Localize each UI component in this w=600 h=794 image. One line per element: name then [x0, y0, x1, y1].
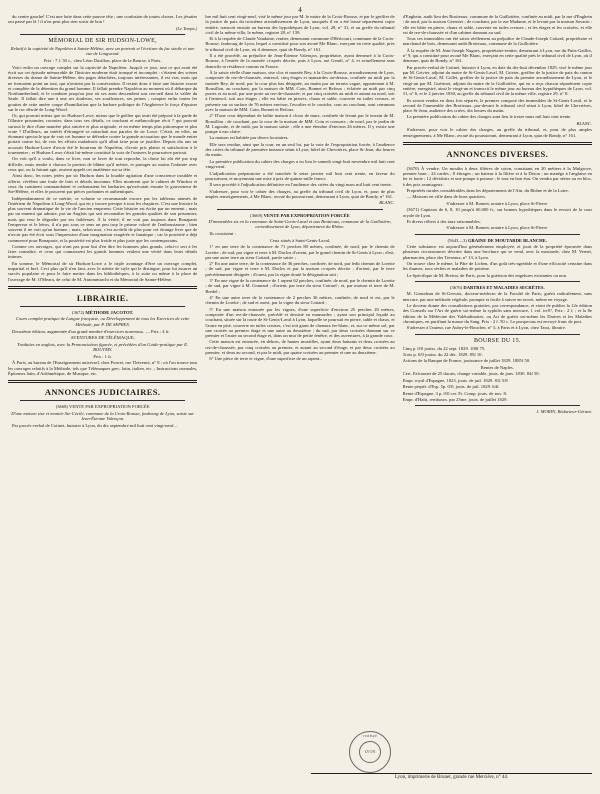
stamp-center: LYON — [359, 741, 381, 763]
diverses-item: (3670) À vendre. Un moulin à deux filières de coton, consistant en 20 métiers à la Mulgrove, premier banc : 24 cardes ; 8 étirages ; un batteur à la filière et à la Dixon ; un manège à l'anglaise en fer et fonte ; 12 dévidoirs et une pompe à potasse ; le tout en bon état. On vendra par séries ou en bloc, à des prix avantageux. — [402, 165, 592, 187]
memorial-paragraph: Indépendamment de ce mérite, ce volume se recommande encore par les tableaux animés de l'intérieur de Napoléon à Long-Wood, qui en y trouve presque à tous les chapitres. C'est une histoire la plus souvent dramatique de la vie de l'ancien empereur. Cette histoire est écrite par un ennemi ; mais par un ennemi qui admire, par un Anglais qui sait reconnaître les grandes qualités de son prisonnier, mais qui veut le dégrader par ses faiblesses. À la vérité, il ne voit pas toujours dans Bonaparte l'empereur et le héros, il n'a pas sous ce sens un peu trop le prisme coloré de l'enthousiasme ; bien souvent il ne voit qu'un homme ; mais, selon moi, c'est au-delà de plus pour cet étrange livre que de n'avoir pas été écrit sous l'impression d'une imagination exagérée et fanatique ; car la postérité a déjà commencé pour Bonaparte, et la postérité est plus froide et plus juste que les contemporains. — [8, 195, 198, 243]
librairie-method — [8, 310, 197, 315]
sale-paragraph: À la saisie réelle d'une maison, sise clos et montée Rey, à la Croix-Rousse, arrondissement de Lyon, composée de rez-de-chaussée, entresol, cinq étages et mansardes au-dessus, confinée au midi par la montée Rey, de nord, par la cour plus bas désignée, au matin par un terrain vague, appartenant à M. Rousillon, au couchant, par la maison de MM. Coin, Bonnet et Refoux ; éclairée au midi par cinq portes et au nord, par une porte au rez-de-chaussée, et par cinq croisées au midi et autant au nord, soit à l'entresol, soit aux étages ; elle est bâtie en pierres, chaux et sable, couverte en tuiles creuses, et présente sur sa surface de 76 mètres environ, l'escalier et le corridor, cour au couchant, sont communs avec la maison de MM. Coin, Bonnet et Refoux. — [205, 70, 395, 112]
sale2-paragraph: Cette maison est entourée, en dehors, de hautes murailles, ayant deux battants et deux croisées au rez-de-chaussée, par cinq croisées au premier, et autant au second d'étage, et par deux croisées au premier, et deux au second, et par le midi, par quatre croisées au premier et une au deuxième. — [205, 339, 395, 355]
sale2-heading — [205, 213, 394, 218]
bourse-row: Empr. d'Haïti, rembours. par 25me, jouis. de juillet 1829. — [402, 397, 508, 403]
dartres-text: M. Giraudeau de St-Gervais, docteur-médecin de la Faculté de Paris, guérit radicalement, sans mercure, par une méthode végétale, prompte et facile à suivre en secret, même en voyage. — [402, 291, 592, 302]
ad-ref: (3668) — [55, 404, 68, 410]
column-left — [8, 14, 197, 779]
divider — [415, 281, 580, 282]
diverses-heading: ANNONCES DIVERSES. — [446, 148, 549, 159]
moutarde-title: GRAINE DE MOUTARDE BLANCHE. — [467, 237, 547, 243]
moutarde-heading — [403, 238, 592, 243]
divider — [415, 162, 580, 163]
tax-stamp — [349, 731, 391, 773]
divider — [415, 405, 580, 406]
address-text: S'adresser, pour voir le cahier des charges, au greffe du tribunal, et, pour de plus amples renseignements, à Me Blanc, avoué du poursuivant, demeurant à Lyon, quai de Bondy, n° 161. — [402, 127, 592, 138]
memorial-paragraph: Ainsi donc, les notes jetées par sir Hudson dans la louable agitation d'une conscience troublée et offerte, révèlent une foule de faits et détails inconnus. Elles montrent que le cabinet de Windsor et ceux du continent commandaient et ordonnaient les barbaries qu'exécutait ensuite le gouverneur de Ste-Hélène, et elles le prouvent par pièces probantes et authentiques. — [8, 173, 198, 195]
sale-paragraph: La maison est habitée par divers locataires. — [209, 135, 289, 141]
method-title: MÉTHODE JACOTOT. — [85, 309, 134, 315]
telemaque-price: Prix : 1 fr. — [93, 354, 112, 360]
memorial-paragraph: Comme ces ouvrages, qui n'ont pas pour but d'en dire les hommes plus grands, celui-ci sert à les faire connaître, et ceux qui connaissent les grands hommes veulent une vérité dans leurs détails intimes. — [8, 243, 198, 260]
divider — [20, 400, 185, 401]
column-right — [403, 14, 592, 779]
bourse-row: Trois p. 0/0 jouiss. du 22 déc. 1829. 85f 10. — [402, 352, 483, 357]
method-text: Deuxième édition, augmentée d'un grand nombre d'exercices nouveaux. — Prix : 4 fr. — [12, 328, 170, 334]
section-divider — [8, 286, 197, 289]
sale2-title: VENTE PAR EXPROPRIATION FORCÉE — [263, 212, 350, 218]
memorial-paragraph: En somme, le Mémorial de sir Hudson-Lowe a le triple avantage d'être un ouvrage complet, impartial et bref. Ceci plus qu'il n'en faut, avec le mérite de style qui le distingue, pour lui assurer un succès populaire et pour le faire mettre dans les bibliothèques, à la suite ou même à la place de l'ouvrage de M. O'Meara, de celui de M. Antommarchi et du Mémorial de Sainte-Hélène. — [8, 260, 198, 282]
sale-paragraph: bre mil huit cent vingt-neuf, visé le même jour par M. le maire de la Croix-Rousse, et par le greffier de la justice de paix du troisième arrondissement de Lyon, auxquels il en a été laissé séparément copie entière, transcrit ensuite au bureau des hypothèques de Lyon, vol. 28, n° 31, et au greffe du tribunal civil de la même ville, le même, registre 28, n° 139. — [205, 14, 395, 35]
divider — [20, 306, 185, 307]
sale-title: VENTE PAR EXPROPRIATION FORCÉE — [69, 404, 150, 410]
sale-paragraph: La première publication du cahier des charges a eu lieu le samedi vingt-huit novembre mil huit cent vingt-neuf. — [205, 158, 395, 170]
diverses-item: S'adresser à M. Bonnet, notaire à Lyon, place St-Pierre. — [446, 200, 549, 206]
sale2-subtitle: D'immeubles sis en la commune de Saint-Genis-Laval et aux Brotteaux, commune de la Guillotière, arrondissement de Lyon, département du Rhône. — [208, 219, 392, 230]
sale-text: Par procès-verbal de Cotinet, huissier à Lyon, du dix septembre mil huit cent vingt-neuf... — [12, 423, 177, 429]
stamp-label: TIMBRE — [362, 734, 378, 738]
moutarde-text: Cette substance est aujourd'hui généralement employée, et jouit de la propriété éprouvée dans plusieurs circonstances décrites dans une brochure qui se vend, avec la moutarde, chez M. Vernet, pharmacien, place des Terreaux, n° 13, à Lyon. — [402, 244, 592, 260]
moutarde-text: On trouve chez le même, la Pâte de Lichen, d'un goût très-agréable et d'une efficacité certaine dans les rhumes, toux sèches et maladies de poitrine. — [402, 261, 592, 272]
section-divider — [8, 380, 197, 383]
sale-paragraph: Elle sera vendue, ainsi que la cour, en un seul lot, par la voie de l'expropriation forcée, à l'audience des criées du tribunal de première instance séant à Lyon, hôtel de Chevrières, place St-Jean, dix heures du matin. — [205, 141, 395, 158]
telemaque-subtitle: Traduites en anglais, avec la Prononciation figurée, et précédées d'un Guide-pratique par E. BOUTMY. — [17, 341, 189, 352]
ad-ref: (3676) — [450, 285, 463, 290]
ad-ref: (3669) — [250, 212, 263, 218]
ad-ref: (5643—3) — [447, 237, 467, 243]
memorial-price: Prix : 7 f. 50 c., chez Léon Dusillon, place de la Bourse, à Paris. — [43, 58, 162, 64]
sale-paragraph: Ils seront vendus en deux lots séparés, le premier composé des immeubles de St-Genis-Laval, et le second de l'immeuble des Brotteaux, par-devant le tribunal civil séant à Lyon, hôtel de Chevrières, place St-Jean, audience des criées, dix heures du matin. — [402, 97, 592, 113]
intro-source: (Le Temps.) — [175, 25, 198, 31]
section-divider — [403, 142, 592, 145]
intro-text: du centre gauche! C'est une lutte dans cette pauvre tête ; une confusion de toutes choses. Les jésuites out passé par là ! il n'en peut plus rien sortir de bon ! — [8, 14, 198, 25]
signature: BLANC. — [379, 200, 395, 206]
sale-paragraph: Il a été procédé, au préjudice de Jean-Étienne Valençon, propriétaire, ayant demeuré à la Croix-Rousse, à l'entrée de la montée ci-après décrite, puis à Lyon, rue Gentil, n° 4, et actuellement sans domicile ni résidence connus en France. — [205, 53, 395, 69]
page-number: 4 — [298, 6, 302, 14]
sale-paragraph: d'Enghein, audit lieu des Brotteaux, commune de la Guillotière, confinée au midi, par la rue d'Enghein ; de nord, par la maison Gerentet ; de couchant, par la rue Madame, et le levant par la maison Savarin : elle est bâtie en pierre, chaux et sable, couverte en tuiles creuses ; et les étages et les croisées, et elle est de rez-de-chaussée et d'un cabinet donnant au sud. — [402, 14, 592, 35]
sale-paragraph: La première publication du cahier des charges aura lieu le treize mars mil huit cent trente. — [406, 114, 572, 120]
columns — [8, 14, 592, 779]
sale-paragraph: S'adresser, pour voir le cahier des charges, au greffe du tribunal civil de Lyon, et, pour de plus amples renseignements, à Me Blanc, avoué du poursuivant, demeurant à Lyon, quai de Bondy, n° 161. — [205, 188, 395, 199]
bourse-row: Actions de la Banque de France, jouissance de juillet 1829. 1885f 50. — [402, 358, 531, 364]
sale2-paragraph: 5° En une maison entourée par les vignes, d'une superficie d'environ 25 perches 20 mètres, composée d'un rez-de-chaussée, précédé et dessiné en mansardes ; ayant son principal façade au couchant, située sur la route de St-Genis-Laval à Lyon, laquelle se poursuit en pierre, sable et chaux, et l'autre en pisé, couverte en tuiles creuses, c'est toit garni de chenaux fer-blanc, et, sur ce même sol, par une croisée au premier étage et une autre au deuxième ; du sud, par deux croisées donnant sur ce premier et l'autre au second étage et, dans un mur de petite fenêtre, et des ouvertures, à la grande cour. — [205, 306, 395, 339]
divider — [415, 334, 580, 335]
sale2-paragraph: 2° En une autre terre, de la contenance de 36 perches, confinée, de nord, par ledit chemin de Lorette ; de sud, par vigne et terre à M. Duclos et par la maison ci-après décrite ; d'orient, par le terre précédemment désignée ; d'ouest, par la vigne douté la désignation suit ; — [205, 261, 395, 277]
memorial-paragraph: Voici enfin un ouvrage complet sur la captivité de Napoléon. Jusqu'à ce jour, tout ce qui avait été écrit sur cet épisode mémorable de l'histoire moderne était tronqué et incomplet : c'étaient des scènes diverses du drame de Sainte-Hélène, des pages détachées, toujours intéressantes, il est vrai, mais qui ne formaient point un tout, qui n'avaient pas la consécration. Il restait donc à faire une histoire exacte et complète de la détention du grand homme. Il fallait prendre Napoléon au moment où il débarque du Northumberland, et le conduire jusqu'au jour où ses amis descendent son cercueil dans la vallée du Saule. Il fallait dire une à une ses douleurs, ses souffrances, ses peines ; compter enfin toutes les gouttes de cette amère coupe d'humiliation que la barbare politique de l'Angleterre le força d'épuiser sur le roc désolé de Long-Wood. — [8, 64, 198, 112]
dartres-text: Le docteur donne des consultations gratuites, par correspondance, et vient de publier la 12e édition des Conseils sur l'Art de guérir soi-même la syphilis sans mercure, 1 vol. in-8°, Prix : 2 f. ; et la 8e édition de la Médecine des Valétudinaires, ou Art de guérir soi-même les Dartres et les Maladies chroniques, en purifiant la masse du Sang. Prix : 2 f. 50 c. Le prospectus est envoyé franc de port. — [402, 303, 592, 324]
telemaque-title: AVENTURES DE TÉLÉMAQUE, — [70, 335, 135, 341]
sale2-paragraph: Ceux situés à Saint-Genis-Laval, — [269, 237, 331, 243]
judiciaire-sale — [8, 404, 197, 409]
sale-paragraph: L'adjudication préparatoire a été tranchée le seize janvier mil huit cent trente, en faveur du poursuivant, et moyennant une mise à prix de quinze mille francs. — [205, 170, 395, 181]
dartres-heading — [403, 285, 592, 290]
memorial-paragraph: Or, qui pouvait mieux que sir Hudson-Lowe, mieux que le geôlier qui avait été préposé à la garde de l'illustre prisonnier, raconter, dans tous ses détails, ce touchant et mélancolique récit ? qui pouvait surtout le dire d'une manière plus sincère et plus originale, et en même temps plus pittoresque et plus vraie ? D'ailleurs, un intérêt d'étrangeté se rattachait aux paroles de sir Lowe. C'était, en effet, un étonnant spectacle que de voir cet homme se défendre contre la grande accusation que le monde entier portait contre lui, de voir les efforts maladroits qu'il allait faire pour se justifier. Depuis dix ans on accusait Hudson-Lowe d'avoir été le bourreau de Napoléon, d'avoir pris plaisir et satisfaction à le tourmenter ; et Hudson-Lowe s'était lui-même constitué la voix de l'univers le poursuivre partout. — [8, 113, 198, 155]
sale-paragraph: Tous ces immeubles ont été saisis réellement au préjudice de Claude-Joseph Cottard, propriétaire et marchand de bois, demeurant audit Brotteaux, commune de la Guillotière. — [402, 36, 592, 47]
sale-paragraph: Par procès-verbal de Cotinet, huissier à Lyon, en date du dix-huit décembre 1829, visé le même jour par M. Grivier, adjoint du maire de St-Genis-Laval, M. Grivier, greffier de la justice de paix du canton de St-Genis-Laval, M. Collet, greffier de la justice de paix du premier arrondissement de Lyon, et le vingt-un par M. Guérinot, adjoint du maire de la Guillotière, qui en a reçu chacun séparément copie entière, enregistré, ainsi le vingt-un et transcrit le même jour au bureau des hypothèques de Lyon, vol. 31, n° 6, et le 2 janvier 1830, au greffe du tribunal civil de la même ville, registre 29, n° 8. — [402, 64, 592, 97]
diverses-item: (3671) Capitaux de 6, 8, 10 jusqu'à 60,000 fr., sur bonnes hypothèques dans le ressort de la cour royale de Lyon. — [402, 207, 592, 218]
librairie-heading: LIBRAIRIE. — [76, 292, 129, 303]
divider — [217, 209, 382, 210]
method-subtitle: Cours complet pratique de Langue française, ou Développement de tous les Exercices de cette Méthode, par P. DE SEPRES. — [15, 316, 190, 327]
dartres-text: S'adresser à l'auteur, rue Aubry-le-Boucher, n° 5, à Paris et à Lyon, chez Tassi, libraire. — [406, 325, 567, 331]
diverses-item: S'adresser à M. Bonnet, notaire à Lyon, place St-Pierre. — [446, 225, 549, 231]
memorial-subtitle: Relatif à la captivité de Napoléon à Sainte-Hélène, avec un portrait et l'écriture du fac simile et une vue de Longwood. — [10, 45, 195, 57]
sale-paragraph: Il sera procédé à l'adjudication définitive en l'audience des criées du vingt mars mil huit cent trente. — [209, 182, 392, 188]
memorial-title: MÉMORIAL DE SIR HUDSON-LOWE, — [48, 37, 157, 44]
column-middle — [205, 14, 394, 779]
sale2-paragraph: Ils consistent : — [209, 231, 236, 237]
editor-signature: J. MORIN, Rédacteur-Gérant. — [536, 409, 592, 415]
sale2-paragraph: 4° En une autre terre de la contenance de 2 perches 36 mètres, confinée, de nord et est, par le chemin de Lorette ; de sud et ouest, par la vigne du sieur Cottard ; — [205, 295, 395, 306]
diverses-item: Et divers rôliers à des taux raisonnables. — [406, 219, 481, 224]
judiciaires-heading: ANNONCES JUDICIAIRES. — [44, 387, 161, 398]
sale2-paragraph: 3° En une vigne de la contenance de 1 arpent 62 perches, confinée, de nord, par le chemin de Lorette ; de sud, par vigne à M. Gonnard ; d'orient, par terre du sieur Cottard ; et, par maison et terre de M. Bredel ; — [205, 278, 395, 294]
sale-paragraph: À la requête de M. Jean-Joseph Nugues, propriétaire-rentier, demeurant à Lyon, rue du Puits-Gaillot, n° 9, qui a constitué pour avoué Me Blanc, exerçant en cette qualité près le tribunal civil de Lyon, où il demeure, quai de Bondy, n° 161. — [402, 47, 592, 64]
ad-ref: (3672) — [71, 309, 85, 315]
sale-paragraph: Et à la requête de Claude Vaudaine, rentier, demeurant commune d'Héricourt, commune de la Croix-Rousse, faubourg de Lyon, lequel a constitué pour son avoué Me Blanc, exerçant en cette qualité, près le tribunal civil de Lyon, où il demeure, quai de Bondy, n° 161. — [205, 36, 395, 52]
sale-subtitle: D'une maison sise et montée Ste-Cécile, commune de la Croix-Rousse, faubourg de Lyon, saisie sur Jean-Étienne Valençon. — [11, 410, 195, 421]
bourse-row: Rente perpét. d'Esp. 5p. 0/0, jouis. de juil. 1829. 64f. — [402, 384, 500, 390]
imprint-footer: Lyon, imprimerie de Brunet, grande rue Mercière, n° 44. — [311, 773, 592, 780]
bourse-row: Cinq p. 0/0 jouiss. du 22 sept. 1829. 108f 75. — [402, 345, 486, 351]
bourse-row: Cert. Falconnet de 25 ducats, change variable, jouis. de janv. 1830. 84f 50. — [402, 371, 540, 377]
sale2-paragraph: 6° Une pièce de terre et vigne, d'une superficie de un arpent... — [209, 356, 323, 362]
divider — [415, 234, 580, 235]
dartres-title: DARTRES ET MALADIES SECRÈTES. — [463, 285, 545, 290]
diverses-item: Propriétés rurales considérables dans les départements de l'Ain, du Rhône et de la Loire. — [406, 188, 569, 193]
memorial-paragraph: On voit qu'il a voulu, dans ce livre, non se laver de tout reproche, la chose lui eût été par trop difficile, mais rendre à chacun la portion de blâme qu'il mérite, et partager au moins l'infamie avec ceux qui, ou la faisant agir, avaient appelé cet anathème sur sa tête. — [8, 156, 198, 172]
bourse-row: Empr. royal d'Espagne, 1823, jouis. de juil. 1829. 81f 5/8 — [402, 377, 508, 383]
bourse-heading: BOURSE DU 15. — [473, 337, 521, 344]
signature: BLANC. — [576, 120, 592, 126]
sale-paragraph: 2° D'une cour dépendant de ladite maison à cloux de murs, confinée de levant par le terrain de M. Rousillon ; de couchant, par la cour de la maison de MM. Coin et consorts ; de nord, par le jardin de M. Lagoutte, et de midi, par la maison saisie ; elle a une étendue d'environ 26 mètres. Il y existe une pompe à eau claire. — [205, 113, 395, 134]
diverses-item: — Maisons en ville dans de bons quartiers. — [406, 194, 487, 200]
bourse-row: Rentes de Naples. — [480, 364, 514, 370]
bourse-row: Rente d'Espagne, 3 p. 0/0 cer. Fr. Comp. jouis. de nov. 8. — [402, 390, 507, 396]
divider — [20, 34, 185, 35]
telemaque-text: À Paris, au bureau de l'Enseignement universel, chez Poncet, rue Thévenot, n° 8 ; où l'on trouve tous les ouvrages relatifs à la Méthode, tels que Télémaques grec, latin, italien, etc. ; Instructions normales, Épitomes latin, d'Arithmétique, de Musique, etc. — [8, 360, 198, 376]
sale2-paragraph: 1° en une terre de la contenance de 71 perches 80 mètres, confinée, de nord, par le chemin de Lorette ; de sud, par vigne et terre à M. Duclos d'orient, par le grand chemin de St-Genis à Lyon ; d'est, par une autre terre au sieur Cottard, partie saisie ; — [205, 244, 395, 260]
moutarde-text: Le Spécifique de M. Breton, de Paris, pour la guérison des engelures existantes ou non. — [406, 272, 568, 278]
